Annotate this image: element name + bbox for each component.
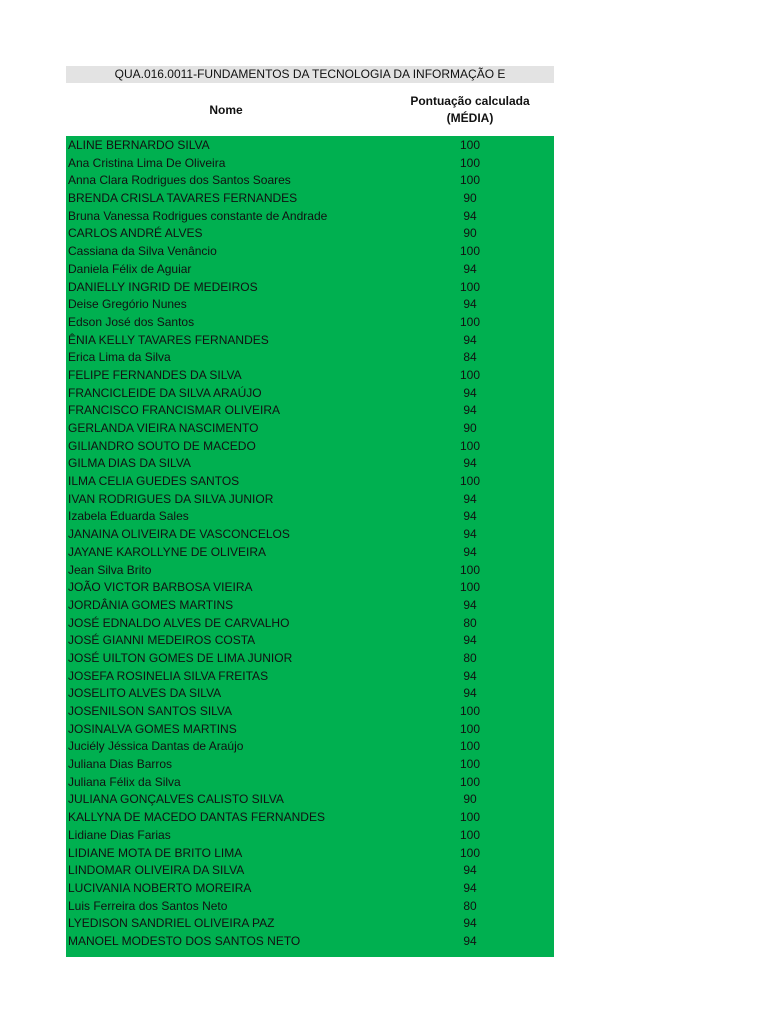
table-row[interactable] [66,845,554,863]
cell-score[interactable]: 94 [463,403,477,418]
table-row[interactable] [66,632,554,650]
cell-name[interactable]: KALLYNA DE MACEDO DANTAS FERNANDES [68,810,325,825]
cell-score[interactable]: 100 [459,739,481,754]
cell-name[interactable]: ILMA CELIA GUEDES SANTOS [68,474,240,489]
cell-score[interactable]: 94 [463,933,477,948]
sheet-title: QUA.016.0011-FUNDAMENTOS DA TECNOLOGIA DA INFORMAÇÃO E [66,66,554,83]
table-row[interactable] [66,685,554,703]
cell-score[interactable]: 80 [463,650,477,665]
cell-name[interactable]: Daniela Félix de Aguiar [68,261,192,276]
cell-name[interactable]: IVAN RODRIGUES DA SILVA JUNIOR [68,491,274,506]
table-row[interactable] [66,579,554,597]
cell-name[interactable]: LYEDISON SANDRIEL OLIVEIRA PAZ [68,916,275,931]
cell-name[interactable]: FRANCICLEIDE DA SILVA ARAÚJO [68,385,262,400]
cell-score[interactable]: 94 [463,633,477,648]
cell-score[interactable]: 100 [459,810,481,825]
table-row[interactable] [66,880,554,898]
cell-name[interactable]: FELIPE FERNANDES DA SILVA [68,367,242,382]
table-body [66,136,554,957]
cell-name[interactable]: JOÃO VICTOR BARBOSA VIEIRA [68,580,253,595]
cell-score[interactable]: 100 [459,138,481,152]
cell-score[interactable]: 94 [463,880,477,895]
cell-score[interactable]: 94 [463,208,477,223]
cell-name[interactable]: Anna Clara Rodrigues dos Santos Soares [68,173,291,188]
table-row[interactable] [66,137,554,155]
cell-name[interactable]: JAYANE KAROLLYNE DE OLIVEIRA [68,544,267,559]
cell-score[interactable]: 100 [459,580,481,595]
cell-name[interactable]: JOSÉ UILTON GOMES DE LIMA JUNIOR [68,650,293,665]
cell-name[interactable]: ALINE BERNARDO SILVA [68,138,210,152]
table-row[interactable] [66,721,554,739]
cell-score[interactable]: 90 [463,191,477,206]
cell-name[interactable]: FRANCISCO FRANCISMAR OLIVEIRA [68,403,281,418]
cell-name[interactable]: JORDÂNIA GOMES MARTINS [68,597,234,612]
table-row[interactable] [66,385,554,403]
cell-score[interactable]: 100 [459,757,481,772]
cell-score[interactable]: 90 [463,226,477,241]
table-row[interactable] [66,597,554,615]
table-row[interactable] [66,438,554,456]
cell-score[interactable]: 100 [459,562,481,577]
cell-name[interactable]: ÊNIA KELLY TAVARES FERNANDES [68,332,269,347]
cell-name[interactable]: JOSENILSON SANTOS SILVA [68,704,233,718]
table-row[interactable] [66,526,554,544]
spreadsheet [66,66,554,957]
cell-name[interactable]: Jean Silva Brito [68,562,152,577]
cell-score[interactable]: 94 [463,385,477,400]
table-row[interactable] [66,933,554,951]
table-row[interactable] [66,898,554,916]
cell-score[interactable]: 100 [459,244,481,259]
cell-score[interactable]: 100 [459,774,481,789]
cell-score[interactable]: 100 [459,438,481,453]
table-row[interactable] [66,809,554,827]
cell-score[interactable]: 94 [463,456,477,471]
cell-score[interactable]: 94 [463,261,477,276]
cell-name[interactable]: LINDOMAR OLIVEIRA DA SILVA [68,863,245,878]
table-row[interactable] [66,332,554,350]
cell-name[interactable]: Deise Gregório Nunes [68,297,187,312]
cell-name[interactable]: MANOEL MODESTO DOS SANTOS NETO [68,933,301,948]
table-row[interactable] [66,225,554,243]
table-row[interactable] [66,562,554,580]
table-row[interactable] [66,172,554,190]
table-row[interactable] [66,703,554,721]
cell-score[interactable]: 94 [463,527,477,542]
cell-name[interactable]: LIDIANE MOTA DE BRITO LIMA [68,845,243,860]
cell-score[interactable]: 94 [463,332,477,347]
cell-name[interactable]: Izabela Eduarda Sales [68,509,189,524]
cell-score[interactable]: 100 [459,845,481,860]
column-header-score[interactable]: Pontuação calculada (MÉDIA) [410,93,530,125]
cell-name[interactable]: Bruna Vanessa Rodrigues constante de Andrade [68,208,328,223]
cell-score[interactable]: 94 [463,509,477,524]
cell-name[interactable]: GERLANDA VIEIRA NASCIMENTO [68,421,259,435]
cell-name[interactable]: JANAINA OLIVEIRA DE VASCONCELOS [68,527,290,542]
table-row[interactable] [66,349,554,367]
cell-score[interactable]: 100 [459,704,481,718]
cell-score[interactable]: 94 [463,863,477,878]
table-row[interactable] [66,190,554,208]
column-header-row [66,83,554,136]
table-row[interactable] [66,827,554,845]
table-row[interactable] [66,491,554,509]
cell-name[interactable]: Luis Ferreira dos Santos Neto [68,898,228,913]
cell-score[interactable]: 100 [459,474,481,489]
table-row[interactable] [66,774,554,792]
cell-score[interactable]: 90 [463,421,477,435]
cell-name[interactable]: Juciély Jéssica Dantas de Araújo [68,739,244,754]
cell-name[interactable]: JOSINALVA GOMES MARTINS [68,721,237,736]
table-row[interactable] [66,296,554,314]
cell-name[interactable]: Edson José dos Santos [68,314,195,329]
table-row[interactable] [66,668,554,686]
cell-score[interactable]: 94 [463,297,477,312]
cell-name[interactable]: Erica Lima da Silva [68,350,171,365]
cell-name[interactable]: GILMA DIAS DA SILVA [68,456,191,471]
cell-name[interactable]: Ana Cristina Lima De Oliveira [68,155,226,170]
table-row[interactable] [66,279,554,297]
cell-score[interactable]: 94 [463,916,477,931]
cell-score[interactable]: 100 [459,314,481,329]
cell-name[interactable]: Cassiana da Silva Venâncio [68,244,217,259]
cell-name[interactable]: LUCIVANIA NOBERTO MOREIRA [68,880,252,895]
cell-score[interactable]: 94 [463,491,477,506]
cell-name[interactable]: JOSÉ GIANNI MEDEIROS COSTA [68,633,256,648]
cell-score[interactable]: 84 [463,350,477,365]
table-row[interactable] [66,402,554,420]
table-row[interactable] [66,791,554,809]
cell-score[interactable]: 94 [463,668,477,683]
table-row[interactable] [66,243,554,261]
cell-score[interactable]: 90 [463,792,477,807]
cell-score[interactable]: 100 [459,367,481,382]
table-row[interactable] [66,420,554,438]
cell-name[interactable]: GILIANDRO SOUTO DE MACEDO [68,438,256,453]
cell-name[interactable]: JOSELITO ALVES DA SILVA [68,686,222,701]
cell-name[interactable]: JOSÉ EDNALDO ALVES DE CARVALHO [68,615,290,630]
cell-score[interactable]: 80 [463,898,477,913]
cell-score[interactable]: 94 [463,686,477,701]
cell-name[interactable]: CARLOS ANDRÉ ALVES [68,226,203,241]
table-row[interactable] [66,261,554,279]
table-row[interactable] [66,650,554,668]
table-row[interactable] [66,862,554,880]
table-row[interactable] [66,473,554,491]
cell-score[interactable]: 100 [459,173,481,188]
column-header-name[interactable]: Nome [209,102,243,117]
table-row[interactable] [66,738,554,756]
cell-name[interactable]: JULIANA GONÇALVES CALISTO SILVA [68,792,284,807]
cell-name[interactable]: Juliana Dias Barros [68,757,173,772]
table-row[interactable] [66,756,554,774]
table-row[interactable] [66,367,554,385]
cell-name[interactable]: JOSEFA ROSINELIA SILVA FREITAS [68,668,269,683]
table-row[interactable] [66,544,554,562]
table-row[interactable] [66,615,554,633]
cell-score[interactable]: 94 [463,544,477,559]
cell-score[interactable]: 100 [459,155,481,170]
cell-score[interactable]: 100 [459,721,481,736]
cell-score[interactable]: 94 [463,597,477,612]
table-row[interactable] [66,155,554,173]
table-row[interactable] [66,915,554,933]
table-row[interactable] [66,508,554,526]
cell-score[interactable]: 100 [459,279,481,294]
cell-score[interactable]: 100 [459,827,481,842]
cell-name[interactable]: Lidiane Dias Farias [68,827,171,842]
table-row[interactable] [66,314,554,332]
cell-name[interactable]: DANIELLY INGRID DE MEDEIROS [68,279,258,294]
table-row[interactable] [66,208,554,226]
cell-name[interactable]: Juliana Félix da Silva [68,774,181,789]
table-row[interactable] [66,455,554,473]
cell-name[interactable]: BRENDA CRISLA TAVARES FERNANDES [68,191,298,206]
cell-score[interactable]: 80 [463,615,477,630]
